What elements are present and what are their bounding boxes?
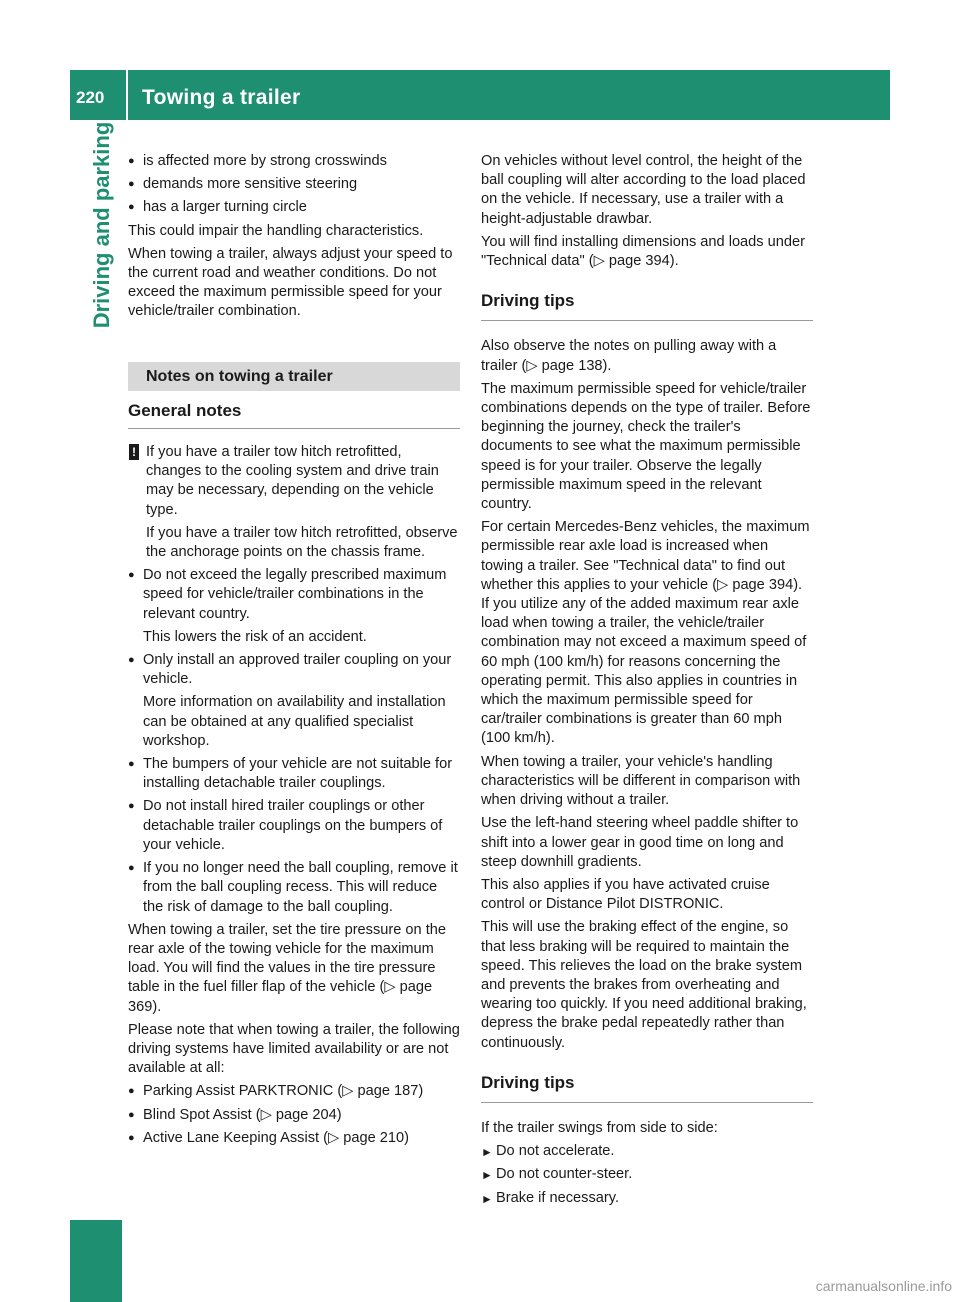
chapter-side-label-text: Driving and parking — [89, 121, 114, 329]
warning-icon: ! — [129, 444, 139, 460]
paragraph: Also observe the notes on pulling away with a trailer (▷ page 138). — [481, 338, 777, 374]
list-item: ● Blind Spot Assist (▷ page 204) — [128, 1106, 460, 1125]
paragraph: You will find installing dimensions and loads under "Technical data" (▷ page 394). — [481, 233, 805, 270]
chapter-side-label — [86, 121, 118, 329]
step-arrow-icon: ► — [481, 1191, 493, 1206]
list-item: ● Parking Assist PARKTRONIC (▷ page 187) — [128, 1082, 460, 1101]
paragraph: If the trailer swings from side to side: — [481, 1119, 718, 1136]
paragraph: This also applies if you have activated cruise control or Distance Pilot DISTRONIC. — [481, 876, 770, 913]
list-item: ● Only install an approved trailer coupling on your vehicle. More information on availability and installation can be obtained at any qualified specialist workshop. — [128, 652, 452, 749]
chapter-tab — [70, 1220, 122, 1302]
list-item: ● The bumpers of your vehicle are not suitable for installing detachable trailer couplings. — [128, 756, 453, 792]
list-item: ● Do not install hired trailer couplings or other detachable trailer couplings on the bumpers of your vehicle. — [128, 798, 443, 853]
paragraph: When towing a trailer, your vehicle's handling characteristics will be different in comparison with when driving without a trailer. — [481, 753, 801, 809]
paragraph: When towing a trailer, set the tire pressure on the rear axle of the towing vehicle for the maximum load. You will find the values in the tire pressure table in the fuel filler flap of the vehicle (▷ page 369). — [128, 921, 446, 1015]
bullet-icon: ● — [128, 1085, 135, 1098]
bullet-icon: ● — [128, 1131, 135, 1144]
list-item: ● is affected more by strong crosswinds — [128, 152, 460, 171]
subsection-heading: Driving tips — [481, 291, 813, 321]
section-heading: Notes on towing a trailer — [128, 362, 460, 391]
list-item: ● has a larger turning circle — [128, 198, 460, 217]
paragraph: Use the left-hand steering wheel paddle shifter to shift into a lower gear in good time on long and steep downhill gradients. — [481, 815, 799, 870]
bullet-icon: ● — [128, 800, 135, 813]
bullet-icon: ● — [128, 654, 135, 667]
list-item: ● If you no longer need the ball coupling, remove it from the ball coupling recess. This will reduce the risk of damage to the ball coupling. — [128, 860, 458, 915]
bullet-icon: ● — [128, 178, 135, 191]
paragraph: When towing a trailer, always adjust your speed to the current road and weather conditions. Do not exceed the maximum permissible speed for your vehicle/trailer combination. — [128, 245, 453, 320]
paragraph: The maximum permissible speed for vehicle/trailer combinations depends on the type of trailer. Before beginning the journey, check the trailer's documents to see what the maximum permissible speed is for your trailer. Observe the legally permissible maximum speed in the relevant country. — [481, 380, 811, 513]
instruction-step: ► Do not counter-steer. — [481, 1165, 813, 1184]
list-item: ● Active Lane Keeping Assist (▷ page 210) — [128, 1129, 460, 1148]
subsection-heading: General notes — [128, 401, 460, 429]
list-item: ● Do not exceed the legally prescribed maximum speed for vehicle/trailer combinations in the relevant country. This lowers the risk of an accident. — [128, 567, 447, 645]
paragraph: On vehicles without level control, the height of the ball coupling will alter according to the load placed on the vehicle. If necessary, use a trailer with a height-adjustable drawbar. — [481, 153, 806, 227]
step-arrow-icon: ► — [481, 1145, 493, 1160]
header-divider — [126, 70, 128, 120]
watermark: carmanualsonline.info — [815, 1278, 952, 1294]
paragraph: For certain Mercedes-Benz vehicles, the maximum permissible rear axle load is increased when towing a trailer. See "Technical data" to find out whether this applies to your vehicle (▷ page 394). If you utilize any of the added maximum rear axle load when towing a trailer, the vehicle/trailer combination may not exceed a maximum speed of 60 mph (100 km/h) for reasons concerning the operating permit. This also applies in countries in which the maximum permissible speed for car/trailer combinations is greater than 60 mph (100 km/h). — [481, 519, 810, 747]
bullet-icon: ● — [128, 155, 135, 167]
bullet-icon: ● — [128, 862, 135, 875]
right-column — [481, 152, 813, 1212]
left-column — [128, 152, 460, 1152]
instruction-step: ► Do not accelerate. — [481, 1142, 813, 1161]
paragraph: Please note that when towing a trailer, the following driving systems have limited availability or are not available at all: — [128, 1021, 460, 1077]
list-item: ● demands more sensitive steering — [128, 175, 460, 194]
paragraph: This will use the braking effect of the engine, so that less braking will be required to maintain the speed. This relieves the load on the brake system and prevents the brakes from overheating and wearing too quickly. If you need additional braking, depress the brake pedal repeatedly rather than continuously. — [481, 919, 807, 1051]
subsection-heading: Driving tips — [481, 1073, 813, 1103]
step-arrow-icon: ► — [481, 1168, 493, 1183]
warning-note: ! If you have a trailer tow hitch retrofitted, changes to the cooling system and drive train may be necessary, depending on the vehicle type. If you have a trailer tow hitch retrofitted, observe the anchorage points on the chassis frame. — [128, 443, 460, 562]
instruction-step: ► Brake if necessary. — [481, 1189, 813, 1208]
bullet-icon: ● — [128, 569, 135, 582]
bullet-icon: ● — [128, 201, 135, 214]
page-title: Towing a trailer — [142, 86, 301, 109]
paragraph: This could impair the handling characteristics. — [128, 222, 424, 239]
bullet-icon: ● — [128, 1108, 135, 1121]
page-number: 220 — [76, 88, 105, 107]
bullet-icon: ● — [128, 758, 135, 771]
